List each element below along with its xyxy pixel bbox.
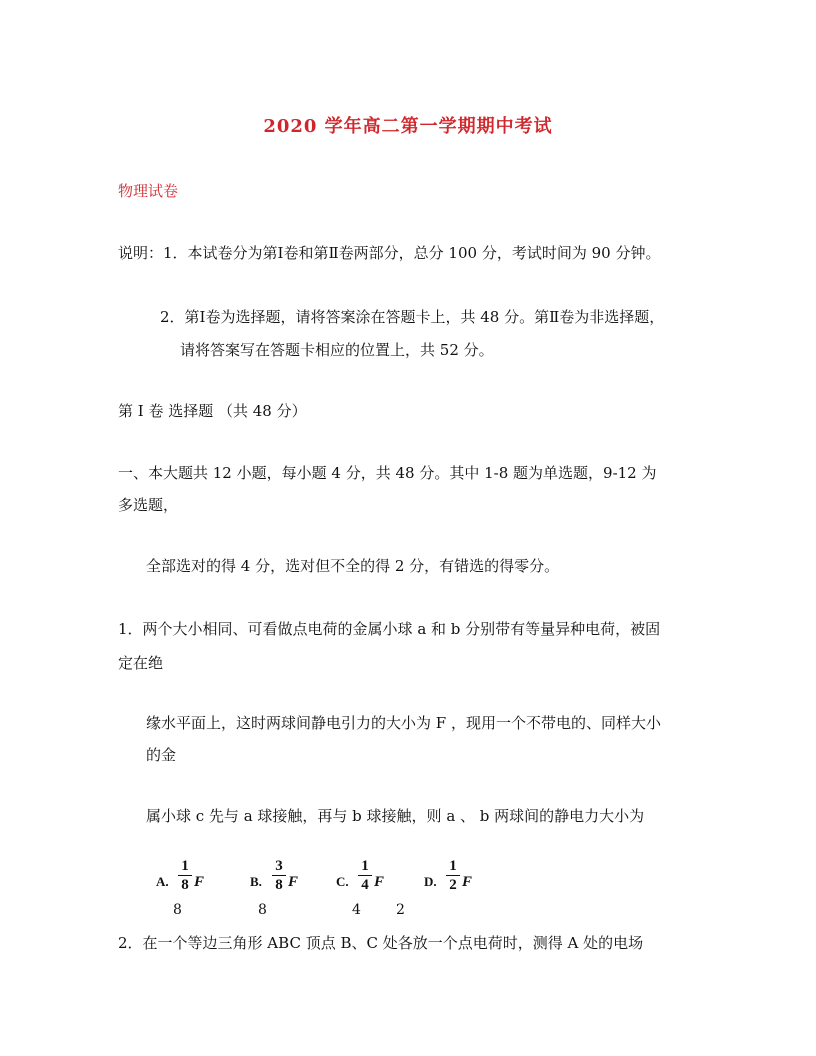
question-1-line-4: 的金	[146, 746, 177, 764]
fraction	[358, 858, 372, 893]
option-letter: D.	[424, 874, 437, 889]
stray-digit-d: 2	[396, 902, 405, 918]
option-letter: B.	[250, 874, 262, 889]
fraction-bar	[446, 875, 460, 876]
fraction-numerator: 1	[449, 858, 457, 874]
variable-f: F	[374, 874, 385, 890]
section-intro-line-3: 全部选对的得 4 分，选对但不全的得 2 分，有错选的得零分。	[146, 557, 560, 575]
variable-f: F	[288, 874, 299, 890]
exam-subtitle: 物理试卷	[118, 182, 179, 200]
stray-digit-c: 4	[352, 902, 361, 918]
option-a	[156, 858, 216, 898]
option-b	[250, 858, 310, 898]
fraction-denominator: 8	[181, 877, 189, 893]
fraction-denominator: 8	[275, 877, 283, 893]
instructions-line-2: 2．第Ⅰ卷为选择题，请将答案涂在答题卡上，共 48 分。第Ⅱ卷为非选择题，	[160, 308, 665, 326]
fraction-denominator: 2	[449, 877, 457, 893]
option-d	[424, 858, 484, 898]
fraction	[178, 858, 192, 893]
fraction-numerator: 1	[181, 858, 189, 874]
option-letter: A.	[156, 874, 169, 889]
section-intro-line-2: 多选题，	[118, 496, 179, 514]
instructions-line-1: 说明：1．本试卷分为第Ⅰ卷和第Ⅱ卷两部分，总分 100 分，考试时间为 90 分钟。	[118, 244, 661, 262]
section-intro-line-1: 一、本大题共 12 小题，每小题 4 分，共 48 分。其中 1-8 题为单选题，9-12 为	[118, 464, 657, 482]
variable-f: F	[462, 874, 473, 890]
fraction-numerator: 3	[275, 858, 283, 874]
option-letter: C.	[336, 874, 349, 889]
question-1-line-1: 1．两个大小相同、可看做点电荷的金属小球 a 和 b 分别带有等量异种电荷，被固	[118, 620, 661, 638]
variable-f: F	[194, 874, 205, 890]
option-c	[336, 858, 396, 898]
exam-title: 2020 学年高二第一学期期中考试	[263, 116, 553, 137]
question-1-line-5: 属小球 c 先与 a 球接触，再与 b 球接触，则 a 、 b 两球间的静电力大小为	[146, 807, 645, 825]
stray-digit-a: 8	[173, 902, 182, 918]
instructions-line-3: 请将答案写在答题卡相应的位置上，共 52 分。	[180, 341, 494, 359]
stray-digit-b: 8	[258, 902, 267, 918]
fraction-numerator: 1	[361, 858, 369, 874]
fraction-bar	[178, 875, 192, 876]
fraction	[272, 858, 286, 893]
section-heading: 第 Ⅰ 卷 选择题 （共 48 分）	[118, 402, 307, 420]
question-2-line-1: 2．在一个等边三角形 ABC 顶点 B、C 处各放一个点电荷时，测得 A 处的电场	[118, 934, 644, 952]
question-1-line-2: 定在绝	[118, 654, 164, 672]
fraction	[446, 858, 460, 893]
fraction-bar	[358, 875, 372, 876]
fraction-denominator: 4	[361, 877, 369, 893]
question-1-line-3: 缘水平面上，这时两球间静电引力的大小为 F ，现用一个不带电的、同样大小	[146, 714, 661, 732]
fraction-bar	[272, 875, 286, 876]
